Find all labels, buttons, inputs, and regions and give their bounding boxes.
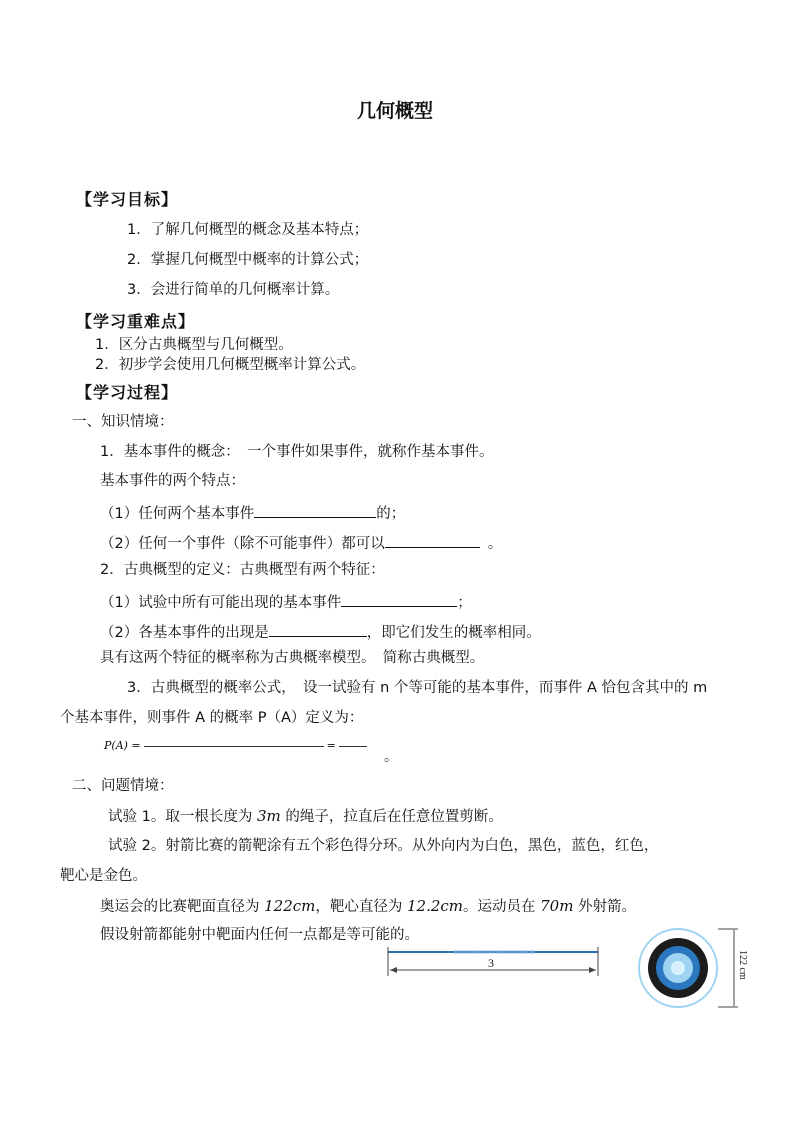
olympic-spec	[100, 897, 636, 916]
key-point-item: 1．区分古典概型与几何概型。	[95, 337, 293, 353]
arrow-left-icon	[390, 967, 397, 973]
assumption: 假设射箭都能射中靶面内任何一点都是等可能的。	[100, 927, 419, 943]
fill-blank[interactable]	[385, 532, 480, 548]
trait-2-end: ，即它们发生的概率相同。	[366, 625, 541, 641]
target-center	[671, 961, 685, 975]
formula-lhs: P(A) =	[104, 739, 141, 752]
trait-2-text: （2）各基本事件的出现是	[100, 625, 269, 641]
page-title: 几何概型	[357, 100, 434, 122]
experiment-2-line1: 试验 2。射箭比赛的箭靶涂有五个彩色得分环。从外向内为白色，黑色，蓝色，红色，	[108, 838, 659, 854]
feature-2-text: （2）任何一个事件（除不可能事件）都可以	[100, 536, 385, 552]
experiment-2-line2: 靶心是金色。	[60, 868, 147, 884]
target-label: 122 cm	[737, 950, 748, 980]
section2-heading: 二、问题情境：	[72, 778, 174, 794]
shooting-distance: 70m	[540, 897, 574, 915]
experiment-1-text: 试验 1。取一根长度为	[108, 809, 257, 825]
probability-formula	[104, 739, 370, 752]
experiment-1	[108, 807, 503, 826]
olympic-text-2: ，靶心直径为	[315, 899, 407, 915]
goal-item: 2．掌握几何概型中概率的计算公式；	[127, 252, 369, 268]
feature-1-end: 的；	[376, 506, 406, 522]
center-diameter: 12.2cm	[406, 897, 464, 915]
rope-label: 3	[488, 956, 494, 970]
formula-intro-line2: 个基本事件，则事件 A 的概率 P（A）定义为：	[60, 710, 364, 726]
rope-figure	[384, 946, 604, 982]
formula-end: 。	[384, 749, 399, 765]
model-note: 具有这两个特征的概率称为古典概率模型。 简称古典概型。	[100, 650, 485, 666]
key-point-item: 2．初步学会使用几何概型概率计算公式。	[95, 357, 366, 373]
formula-blank-numerator[interactable]	[144, 746, 324, 747]
rope-length: 3m	[256, 807, 281, 825]
trait-2	[100, 621, 541, 642]
arrow-right-icon	[589, 967, 596, 973]
experiment-1-end: 的绳子，拉直后在任意位置剪断。	[280, 809, 503, 825]
target-diameter: 122cm	[264, 897, 316, 915]
fill-blank[interactable]	[254, 502, 376, 518]
formula-blank-fraction[interactable]	[339, 746, 367, 747]
features-intro: 基本事件的两个特点：	[100, 473, 245, 489]
fill-blank[interactable]	[341, 591, 457, 607]
trait-1-text: （1）试验中所有可能出现的基本事件	[100, 595, 342, 611]
olympic-text-3: 。运动员在	[463, 899, 541, 915]
feature-1	[100, 502, 405, 523]
goal-item: 1．了解几何概型的概念及基本特点；	[127, 222, 369, 238]
section1-heading: 一、知识情境：	[72, 414, 174, 430]
feature-2	[100, 532, 502, 553]
olympic-text-4: 外射箭。	[573, 899, 637, 915]
target-figure	[636, 928, 754, 1010]
fill-blank[interactable]	[269, 621, 367, 637]
olympic-text-1: 奥运会的比赛靶面直径为	[100, 899, 265, 915]
goal-item: 3．会进行简单的几何概率计算。	[127, 282, 340, 298]
goals-heading: 【学习目标】	[76, 190, 179, 209]
basic-event-definition: 1．基本事件的概念： 一个事件如果事件，就称作基本事件。	[100, 444, 494, 460]
process-heading: 【学习过程】	[76, 383, 179, 402]
feature-1-text: （1）任何两个基本事件	[100, 506, 255, 522]
formula-intro-line1: 3．古典概型的概率公式， 设一试验有 n 个等可能的基本事件，而事件 A 恰包含其中的 m	[127, 680, 708, 696]
classical-definition: 2．古典概型的定义：古典概型有两个特征：	[100, 562, 385, 578]
key-points-heading: 【学习重难点】	[76, 312, 196, 331]
trait-1	[100, 591, 472, 612]
formula-equals: =	[326, 739, 336, 752]
feature-2-end: 。	[487, 536, 503, 552]
trait-1-end: ；	[457, 595, 472, 611]
